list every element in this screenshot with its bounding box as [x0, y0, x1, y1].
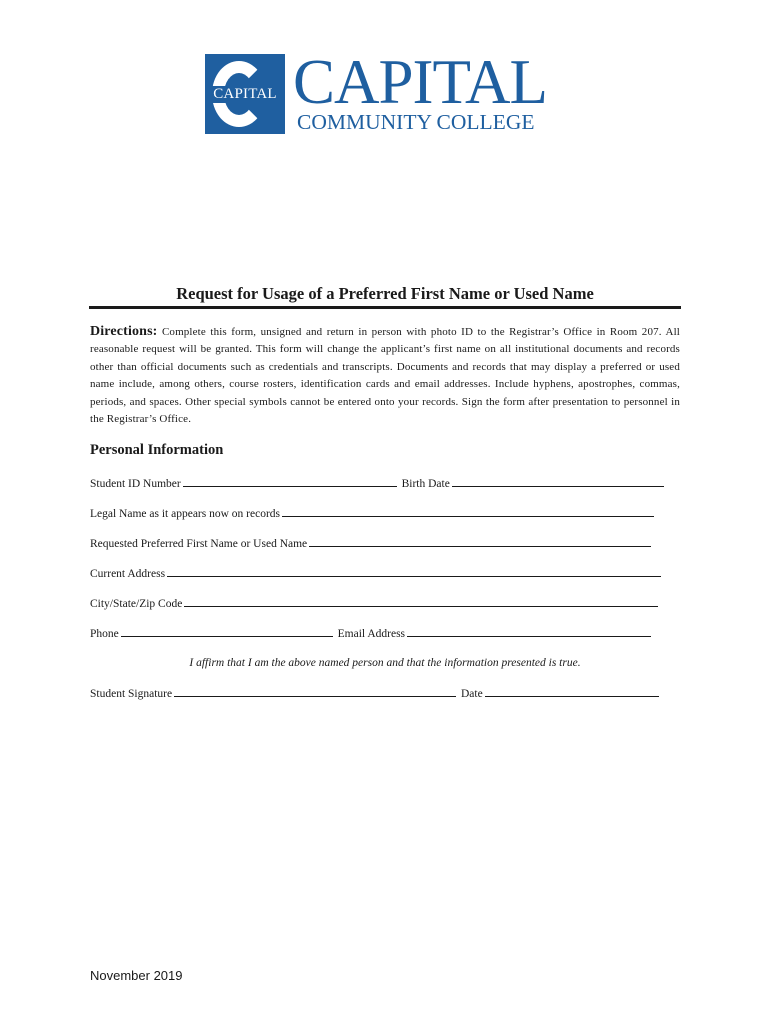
city-state-zip-field[interactable]	[184, 596, 658, 607]
signature-field[interactable]	[174, 686, 456, 697]
birth-date-field[interactable]	[452, 476, 664, 487]
student-id-label: Student ID Number	[90, 478, 181, 490]
affirmation-statement: I affirm that I am the above named person and that the information presented is true.	[189, 657, 581, 669]
email-field[interactable]	[407, 626, 651, 637]
signature-label: Student Signature	[90, 688, 173, 700]
legal-name-field[interactable]	[282, 506, 654, 517]
phone-field[interactable]	[121, 626, 333, 637]
city-row	[90, 596, 682, 612]
preferred-name-row	[90, 536, 682, 552]
phone-email-row	[90, 626, 682, 642]
birth-date-label: Birth Date	[401, 478, 450, 490]
form-title: Request for Usage of a Preferred First Name or Used Name	[176, 284, 594, 303]
footer-date: November 2019	[90, 968, 183, 983]
phone-label: Phone	[90, 628, 119, 640]
directions-paragraph	[90, 323, 680, 428]
preferred-name-field[interactable]	[309, 536, 651, 547]
student-id-row	[90, 476, 682, 492]
address-row	[90, 566, 682, 582]
signature-date-field[interactable]	[485, 686, 659, 697]
student-id-field[interactable]	[183, 476, 397, 487]
signature-row	[90, 686, 682, 702]
college-logo	[205, 47, 565, 138]
logo-college-name: CAPITAL	[293, 47, 547, 117]
personal-info-heading: Personal Information	[90, 442, 224, 458]
legal-name-row	[90, 506, 682, 522]
preferred-name-label: Requested Preferred First Name or Used Name	[90, 538, 308, 550]
address-label: Current Address	[90, 568, 166, 580]
legal-name-label: Legal Name as it appears now on records	[90, 508, 280, 520]
city-label: City/State/Zip Code	[90, 598, 183, 610]
directions-label: Directions:	[90, 324, 158, 339]
signature-date-label: Date	[460, 688, 483, 700]
address-field[interactable]	[167, 566, 661, 577]
logo-emblem	[205, 54, 285, 134]
title-divider	[89, 306, 681, 309]
logo-emblem-text: CAPITAL	[205, 86, 285, 103]
email-label: Email Address	[337, 628, 406, 640]
logo-college-subname: COMMUNITY COLLEGE	[297, 110, 535, 134]
directions-text: Complete this form, unsigned and return in person with photo ID to the Registrar’s Office in Room 207. All reasonable request will be granted. This form will change the applicant’s first name on all institutional documents and records other than official documents such as credentials and transcripts. Documents and records that may display a preferred or used name include, among others, course rosters, identification cards and email addresses. Include hyphens, apostrophes, commas, periods, and spaces. Other special symbols cannot be entered onto your records. Sign the form after presentation to personnel in the Registrar’s Office.	[90, 326, 680, 426]
